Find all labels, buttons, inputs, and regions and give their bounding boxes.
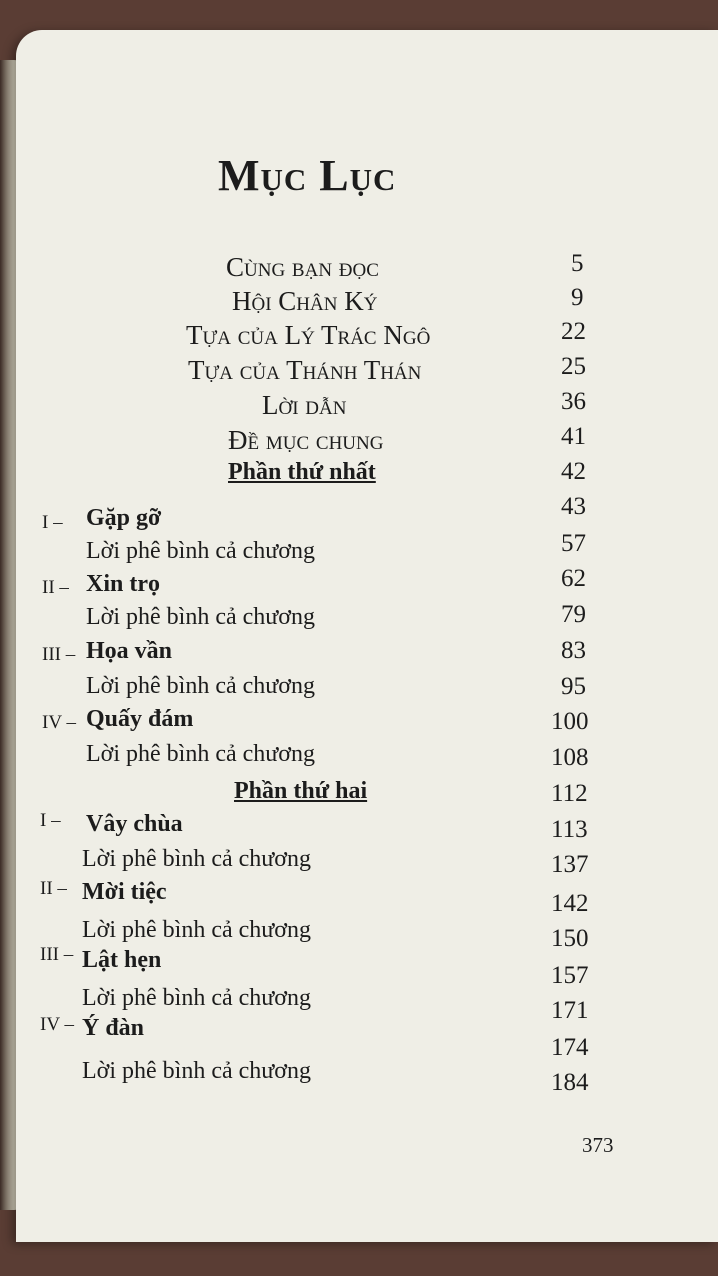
- chapter-numeral: IV –: [40, 1014, 74, 1035]
- chapter-comment-page: 171: [551, 997, 589, 1024]
- chapter-comment: Lời phê bình cả chương: [82, 1058, 311, 1084]
- toc-entry-page: 22: [561, 318, 586, 345]
- chapter-comment-page: 95: [561, 673, 586, 700]
- part-page: 112: [551, 780, 588, 807]
- chapter-numeral: II –: [42, 577, 69, 598]
- chapter-comment-page: 184: [551, 1069, 589, 1096]
- part-page: 42: [561, 458, 586, 485]
- chapter-title: Họa vần: [86, 638, 173, 664]
- toc-entry-page: 41: [561, 423, 586, 450]
- toc-entry-label: Hội Chân Ký: [232, 286, 378, 316]
- chapter-page: 113: [551, 816, 588, 843]
- chapter-numeral: III –: [42, 644, 76, 665]
- chapter-comment: Lời phê bình cả chương: [86, 604, 315, 630]
- toc-entry-label: Cùng bạn đọc: [226, 252, 379, 282]
- page-number: 373: [582, 1133, 614, 1157]
- page-title: Mục Lục: [218, 151, 397, 200]
- toc-entry-page: 9: [571, 284, 584, 311]
- chapter-numeral: III –: [40, 944, 74, 965]
- chapter-comment: Lời phê bình cả chương: [82, 985, 311, 1011]
- part-title: Phần thứ nhất: [228, 459, 376, 485]
- chapter-comment-page: 150: [551, 925, 589, 952]
- chapter-title: Xin trọ: [86, 571, 160, 597]
- chapter-page: 62: [561, 565, 586, 592]
- toc-entry-label: Tựa của Thánh Thán: [188, 355, 422, 385]
- toc-entry-label: Tựa của Lý Trác Ngô: [186, 320, 431, 350]
- toc-entry-page: 5: [571, 250, 584, 277]
- chapter-page: 142: [551, 890, 589, 917]
- toc-entry-label: Đề mục chung: [228, 425, 384, 455]
- chapter-comment-page: 57: [561, 530, 586, 557]
- chapter-comment: Lời phê bình cả chương: [86, 673, 315, 699]
- chapter-page: 83: [561, 637, 586, 664]
- chapter-comment-page: 108: [551, 744, 589, 771]
- chapter-numeral: I –: [40, 810, 61, 831]
- chapter-page: 43: [561, 493, 586, 520]
- chapter-numeral: I –: [42, 512, 63, 533]
- chapter-title: Gặp gỡ: [86, 505, 162, 531]
- chapter-comment: Lời phê bình cả chương: [86, 741, 315, 767]
- part-title: Phần thứ hai: [234, 778, 368, 804]
- chapter-comment-page: 137: [551, 851, 589, 878]
- chapter-numeral: IV –: [42, 712, 76, 733]
- chapter-page: 174: [551, 1034, 589, 1061]
- chapter-title: Ý đàn: [82, 1015, 145, 1041]
- chapter-title: Mời tiệc: [82, 879, 167, 905]
- toc-entry-page: 25: [561, 353, 586, 380]
- chapter-comment: Lời phê bình cả chương: [82, 917, 311, 943]
- chapter-comment-page: 79: [561, 601, 586, 628]
- chapter-comment: Lời phê bình cả chương: [82, 846, 311, 872]
- chapter-title: Quấy đám: [86, 706, 194, 732]
- chapter-title: Vây chùa: [86, 811, 183, 837]
- chapter-page: 157: [551, 962, 589, 989]
- toc-entry-label: Lời dẫn: [262, 390, 347, 420]
- chapter-page: 100: [551, 708, 589, 735]
- chapter-numeral: II –: [40, 878, 67, 899]
- chapter-comment: Lời phê bình cả chương: [86, 538, 315, 564]
- toc-entry-page: 36: [561, 388, 586, 415]
- chapter-title: Lật hẹn: [82, 947, 162, 973]
